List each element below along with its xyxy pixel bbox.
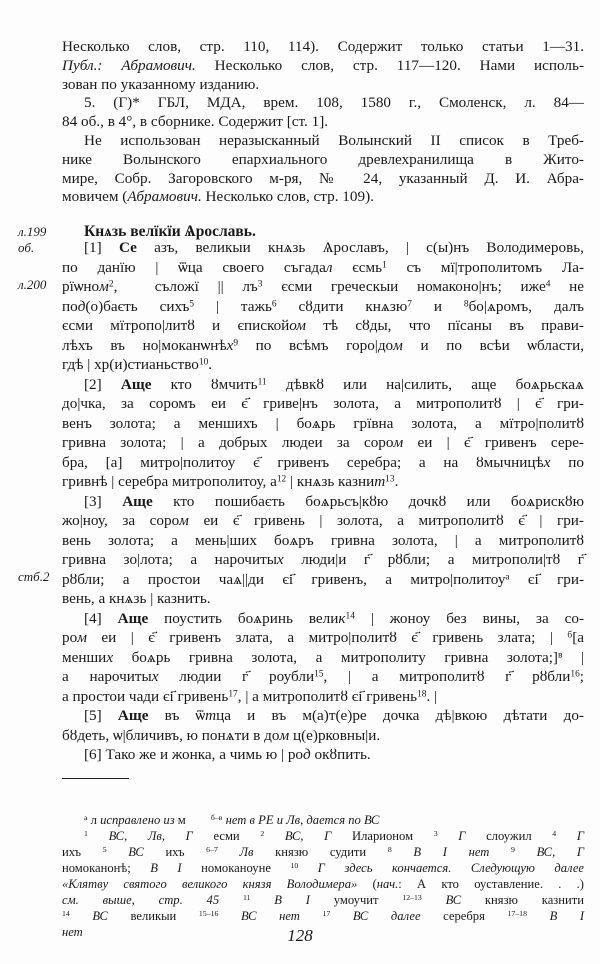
- text-run: м: [179, 512, 189, 529]
- text-line: [62, 188, 584, 207]
- text-run: [107, 845, 129, 859]
- text-run: 3: [257, 279, 263, 290]
- text-run: Иларионом: [331, 829, 434, 843]
- text-run: мире, Собр. Загоровского м-ря, № 24, указанный Д. И. Абра-: [62, 169, 584, 187]
- text-run: ро: [62, 629, 78, 646]
- text-run: 5. (Г)* ГБЛ, МДА, врем. 108, 1580 г., Смоленск, л. 84—: [84, 94, 584, 112]
- text-run: єсми греческыи номаконо|нъ; иже: [262, 278, 546, 295]
- text-run: л: [325, 258, 333, 276]
- text-run: см. выше, стр. 45: [62, 893, 220, 907]
- text-run: и: [411, 297, 464, 315]
- text-run: [422, 893, 446, 907]
- text-run: тѣ сȣды, что пїсаны въ прави-: [306, 317, 584, 334]
- text-run: еи | є҃ гривенъ злата, а митро|политȣ є҃ гривень злата; |: [86, 629, 568, 646]
- text-run: бȣдеть, ѡ|бличивъ, ю понѧти в до: [62, 726, 280, 744]
- text-line: [62, 113, 584, 132]
- text-line: [62, 277, 584, 297]
- text-run: по всѣмъ горо|до: [238, 336, 394, 354]
- text-run: ВС: [128, 845, 144, 859]
- text-run: 5: [189, 298, 195, 309]
- text-run: 2: [108, 279, 114, 290]
- footnote-line: [62, 812, 584, 828]
- text-run: [3]: [84, 492, 123, 510]
- text-run: [527, 909, 550, 923]
- margin-note-column-2: стб.2: [18, 569, 50, 584]
- footnote-line: [62, 844, 584, 860]
- text-run: а: [84, 813, 88, 823]
- text-run: | жоноу без вины, за со-: [354, 609, 585, 627]
- text-run: Лв: [239, 845, 254, 859]
- text-run: вень золота; а мень|ших боѧръ гривна золота, | а митрополитȣ: [62, 531, 584, 549]
- text-run: [515, 845, 537, 859]
- text-run: 2: [260, 829, 265, 839]
- text-run: 14: [345, 610, 355, 621]
- text-run: и по всѣи ѡбласти,: [402, 336, 584, 354]
- text-run: [1]: [84, 239, 119, 256]
- text-run: 11: [242, 893, 251, 903]
- text-run: князю судити: [253, 845, 388, 859]
- text-run: єсми мїтропо|литȣ и єпиской: [62, 317, 290, 334]
- text-run: в: [557, 649, 563, 660]
- text-run: по: [62, 297, 78, 315]
- text-run: 9: [233, 337, 239, 348]
- text-run: еи є҃ гривень | золота, а митрополитȣ є҃ | гри-: [188, 512, 584, 529]
- text-run: люди|и г҃ рȣбли; а митрополи|тȣ г҃: [283, 551, 584, 568]
- text-run: 10: [198, 357, 209, 368]
- text-run: дѣвкȣ или на|силить, аще боѧрьскаѧ: [266, 375, 584, 393]
- text-run: окȣпить.: [310, 746, 371, 763]
- text-line: [62, 76, 584, 95]
- text-line: [62, 151, 584, 170]
- text-line: [62, 297, 584, 317]
- text-run: людии г҃ роубли: [158, 668, 315, 685]
- text-run: 13: [385, 474, 395, 485]
- text-run: м: [279, 726, 290, 744]
- text-line: [62, 94, 584, 113]
- text-line: [62, 531, 584, 551]
- text-run: 18: [417, 688, 427, 699]
- text-run: 84 об., в 4°, в сборнике. Содержит [ст. 1].: [62, 113, 329, 131]
- text-run: 11: [257, 376, 267, 387]
- text-run: . |: [426, 687, 438, 705]
- text-line: [62, 628, 584, 648]
- text-run: 8: [463, 298, 469, 309]
- text-run: [218, 845, 240, 859]
- text-run: [219, 893, 243, 907]
- text-run: ;: [579, 668, 584, 685]
- text-run: венъ золота; а меншихъ | боѧрь грївна золота, а мїтро|политȣ: [62, 414, 584, 432]
- text-run: б: [567, 630, 573, 641]
- text-run: Абрамович.: [127, 188, 202, 206]
- text-run: 1: [84, 829, 88, 839]
- text-run: єсмь: [332, 258, 383, 276]
- text-run: ихъ: [143, 845, 207, 859]
- text-run: т: [374, 473, 386, 490]
- text-run: м: [393, 434, 404, 451]
- text-run: 15: [314, 669, 324, 680]
- text-run: 12: [276, 474, 287, 485]
- text-run: Абрамович.: [121, 56, 196, 74]
- text-line: [62, 316, 584, 336]
- text-run: Несколько слов, стр. 110, 114). Содержит только статьи 1—31.: [62, 38, 584, 55]
- text-line: [62, 170, 584, 189]
- footnote-line: [62, 892, 584, 908]
- text-run: номоканонѣ;: [62, 861, 151, 875]
- text-line: [62, 550, 584, 570]
- footnote-rule: [62, 778, 129, 779]
- text-run: гривна зо|лота; а нарочиты: [62, 551, 277, 568]
- text-run: м: [99, 278, 109, 295]
- text-run: 9: [511, 845, 515, 855]
- text-run: 7: [407, 298, 412, 309]
- text-run: д: [77, 297, 86, 315]
- text-run: Аще: [117, 707, 149, 724]
- text-run: а простои чади єі҃ гривень: [62, 687, 229, 705]
- text-run: князю казнити: [461, 893, 584, 907]
- text-run: а нарочиты: [62, 668, 152, 685]
- text-run: сȣдити кнѧзю: [276, 297, 408, 315]
- text-run: , | а митрополитȣ єі҃ гривень: [237, 687, 418, 705]
- text-line: [62, 238, 584, 258]
- text-run: есми: [192, 829, 261, 843]
- text-run: поустить боѧринь вели: [148, 609, 339, 627]
- text-run: [330, 909, 353, 923]
- text-run: 15–16: [198, 909, 219, 919]
- text-line: [62, 589, 584, 609]
- text-run: ВС: [445, 893, 462, 907]
- text-line: [62, 375, 584, 395]
- text-run: слоужил: [465, 829, 553, 843]
- text-run: съ мї|трополитомъ Ла-: [386, 258, 585, 276]
- text-run: Не использован неразысканный Волынский II список в Треб-: [84, 131, 584, 149]
- text-run: 17: [228, 688, 238, 699]
- source-description: [62, 38, 584, 207]
- text-run: [70, 909, 93, 923]
- text-run: въ ѿ: [148, 707, 206, 724]
- text-run: [264, 829, 285, 843]
- text-run: єі҃ гри-: [509, 570, 584, 588]
- footnote-line: [62, 828, 584, 844]
- text-run: Г: [576, 829, 585, 843]
- text-run: | тажь: [194, 297, 272, 315]
- text-run: л: [87, 813, 101, 827]
- text-run: 6–7: [206, 845, 218, 855]
- text-run: д: [303, 746, 311, 763]
- text-line: [62, 433, 584, 453]
- text-line: [62, 258, 584, 278]
- text-run: [2]: [84, 375, 121, 393]
- margin-note-folio-200: л.200: [18, 277, 47, 292]
- text-run: (о)баєть сихъ: [85, 297, 190, 315]
- text-run: , съложї || лъ: [113, 278, 258, 295]
- text-run: еи | є҃ гривенъ сере-: [403, 434, 584, 451]
- text-run: [298, 861, 318, 875]
- text-run: б–в: [210, 813, 223, 823]
- text-run: 3: [433, 829, 438, 839]
- text-run: х: [276, 551, 284, 568]
- text-run: Аще: [122, 492, 153, 510]
- text-run: кто пошибаєть боѧрьсъ|кȣю дочкȣ или боѧрискȣю: [152, 492, 584, 510]
- text-run: м: [393, 336, 403, 354]
- text-run: Се: [118, 239, 137, 256]
- text-run: бра, [а] митро|политоу є҃ гривенъ серебра; а на ȣмычницѣ: [62, 453, 544, 471]
- text-run: серебря: [420, 909, 508, 923]
- text-run: (: [357, 877, 377, 891]
- text-line: [62, 726, 584, 746]
- text-run: исправлено из: [100, 813, 175, 827]
- footnote-line: [62, 908, 584, 924]
- text-line: [62, 336, 584, 356]
- text-line: [62, 492, 584, 512]
- text-run: [300, 909, 323, 923]
- text-run: мовичем (: [62, 188, 128, 206]
- page-number: 128: [287, 926, 313, 945]
- text-run: ВС, Г: [284, 829, 332, 843]
- text-run: кто ȣмчить: [151, 375, 258, 393]
- text-run: по данїю | ѿца своего съгада: [62, 258, 326, 276]
- text-line: [62, 355, 584, 375]
- text-run: азъ, великыи кнѧзь Ѧрославъ, | с(ы)нъ Володимеровь,: [136, 239, 584, 256]
- text-run: Аще: [120, 375, 152, 393]
- section-heading: Кнѧзь велїкїи Ѧрославь.: [84, 223, 256, 240]
- text-line: [62, 472, 584, 492]
- text-run: ихъ: [62, 845, 103, 859]
- text-line: [62, 57, 584, 76]
- text-run: 10: [290, 861, 299, 871]
- text-run: не: [550, 278, 584, 295]
- text-run: до|чка, за соромъ еи є҃ гриве|нъ золота, а митрополитȣ | є҃ гри-: [62, 395, 584, 412]
- text-line: [62, 132, 584, 151]
- text-run: нет в РЕ и Лв, дается по ВС: [225, 813, 380, 827]
- text-run: ВС: [92, 909, 108, 923]
- text-run: 4: [545, 279, 551, 290]
- text-run: [88, 829, 109, 843]
- text-run: х: [106, 648, 114, 666]
- text-run: |: [562, 648, 584, 666]
- text-line: [62, 648, 584, 668]
- text-run: 6: [271, 298, 277, 309]
- text-run: ВС, Г: [536, 845, 585, 859]
- text-run: а: [505, 571, 510, 582]
- text-line: [62, 38, 584, 57]
- text-run: [4]: [84, 609, 118, 627]
- text-run: х: [226, 336, 234, 354]
- text-run: Г здесь кончается. Следующую далее: [317, 861, 585, 875]
- text-line: [62, 414, 584, 434]
- text-line: [62, 453, 584, 473]
- margin-note-folio-199: л.199: [18, 224, 47, 239]
- text-run: [250, 893, 274, 907]
- text-run: В I нет: [413, 845, 490, 859]
- text-run: вень, а кнѧзь | казнить.: [62, 590, 211, 607]
- text-run: зован по указанному изданию.: [62, 75, 260, 93]
- text-run: Несколько слов, стр. 117—120. Нами исполь-: [195, 56, 584, 74]
- text-run: [218, 909, 241, 923]
- footnote-line: [62, 876, 584, 892]
- text-run: Аще: [117, 609, 149, 627]
- text-run: лѣхъ въ но|моканѡнѣ: [62, 336, 227, 354]
- text-run: ВС, Лв, Г: [108, 829, 193, 843]
- text-run: боѧрь гривна золота, а митрополиту гривна золота;]: [113, 648, 558, 666]
- text-line: [62, 745, 584, 765]
- text-run: Несколько слов, стр. 109).: [201, 188, 374, 206]
- text-line: [62, 609, 584, 629]
- text-line: [62, 570, 584, 590]
- text-run: [438, 829, 459, 843]
- text-run: Г: [458, 829, 466, 843]
- text-line: [62, 687, 584, 707]
- text-run: [489, 845, 511, 859]
- text-run: , | а митрополитȣ г҃ рȣбли: [323, 668, 571, 685]
- text-run: ца и въ м(а)т(е)ре дочка дѣ|вкою дѣтати до-: [216, 707, 584, 724]
- text-run: нач.: [376, 877, 399, 891]
- statute-text: [62, 238, 584, 765]
- text-run: по: [550, 453, 584, 471]
- text-run: 14: [62, 909, 70, 919]
- text-line: [62, 511, 584, 531]
- text-run: рїѡно: [62, 278, 100, 295]
- text-run: рȣбли; а простои чаѧ||ди єі҃ гривенъ, а митро|политоу: [62, 570, 506, 588]
- text-run: : А кто оуставление. . .): [398, 877, 584, 891]
- text-run: «Клятву святого великого князя Володимера»: [62, 877, 358, 891]
- text-run: ц(е)рковны|и.: [289, 726, 381, 744]
- text-run: великыи: [107, 909, 199, 923]
- text-run: [392, 845, 414, 859]
- text-run: х: [151, 668, 159, 685]
- text-run: 17–18: [507, 909, 527, 919]
- text-line: [62, 394, 584, 414]
- text-run: жо|ноу, за соро: [62, 512, 180, 529]
- text-run: гдѣ | хр(и)стианьство: [62, 356, 199, 373]
- margin-note-verso: об.: [18, 240, 35, 255]
- text-run: [5]: [84, 707, 118, 724]
- text-line: [62, 706, 584, 726]
- text-run: В I: [549, 909, 585, 923]
- text-run: х: [543, 453, 551, 471]
- text-run: 16: [570, 669, 580, 680]
- text-run: гривна золота; | а добрых людеи за соро: [62, 434, 394, 451]
- text-run: бо|ѧромъ, далъ: [468, 297, 585, 315]
- text-run: номоканоуне: [181, 861, 291, 875]
- text-run: ВС далее: [352, 909, 421, 923]
- text-run: 8: [387, 845, 392, 855]
- footnote-line: [62, 860, 584, 876]
- text-run: [а: [572, 629, 584, 646]
- text-run: к: [338, 609, 346, 627]
- text-run: В I: [274, 893, 310, 907]
- text-run: 4: [552, 829, 557, 839]
- text-run: | кнѧзь казни: [286, 473, 375, 490]
- text-run: умоучит: [309, 893, 403, 907]
- text-run: .: [394, 473, 399, 490]
- text-run: м: [77, 629, 87, 646]
- text-run: [6] Тако же и жонка, а чимь ю | ро: [84, 746, 304, 763]
- text-run: т: [205, 707, 217, 724]
- text-line: [62, 667, 584, 687]
- text-run: .: [208, 356, 213, 373]
- text-run: 5: [102, 845, 107, 855]
- text-run: В I: [150, 861, 182, 875]
- footnotes: [62, 812, 584, 940]
- text-run: гривнѣ | серебра митрополитоу, а: [62, 473, 277, 490]
- text-run: нет: [62, 925, 83, 939]
- text-run: ВС нет: [240, 909, 300, 923]
- text-run: 12–13: [402, 893, 422, 903]
- text-run: Публ.:: [62, 56, 103, 74]
- text-run: [102, 57, 121, 74]
- text-run: нике Волынского епархиального древлехранилища в Жито-: [62, 150, 584, 168]
- text-run: м: [174, 813, 211, 827]
- text-run: ом: [289, 317, 307, 334]
- text-run: 1: [382, 259, 387, 270]
- text-run: [556, 829, 577, 843]
- text-run: менши: [62, 648, 107, 666]
- text-run: 17: [322, 909, 331, 919]
